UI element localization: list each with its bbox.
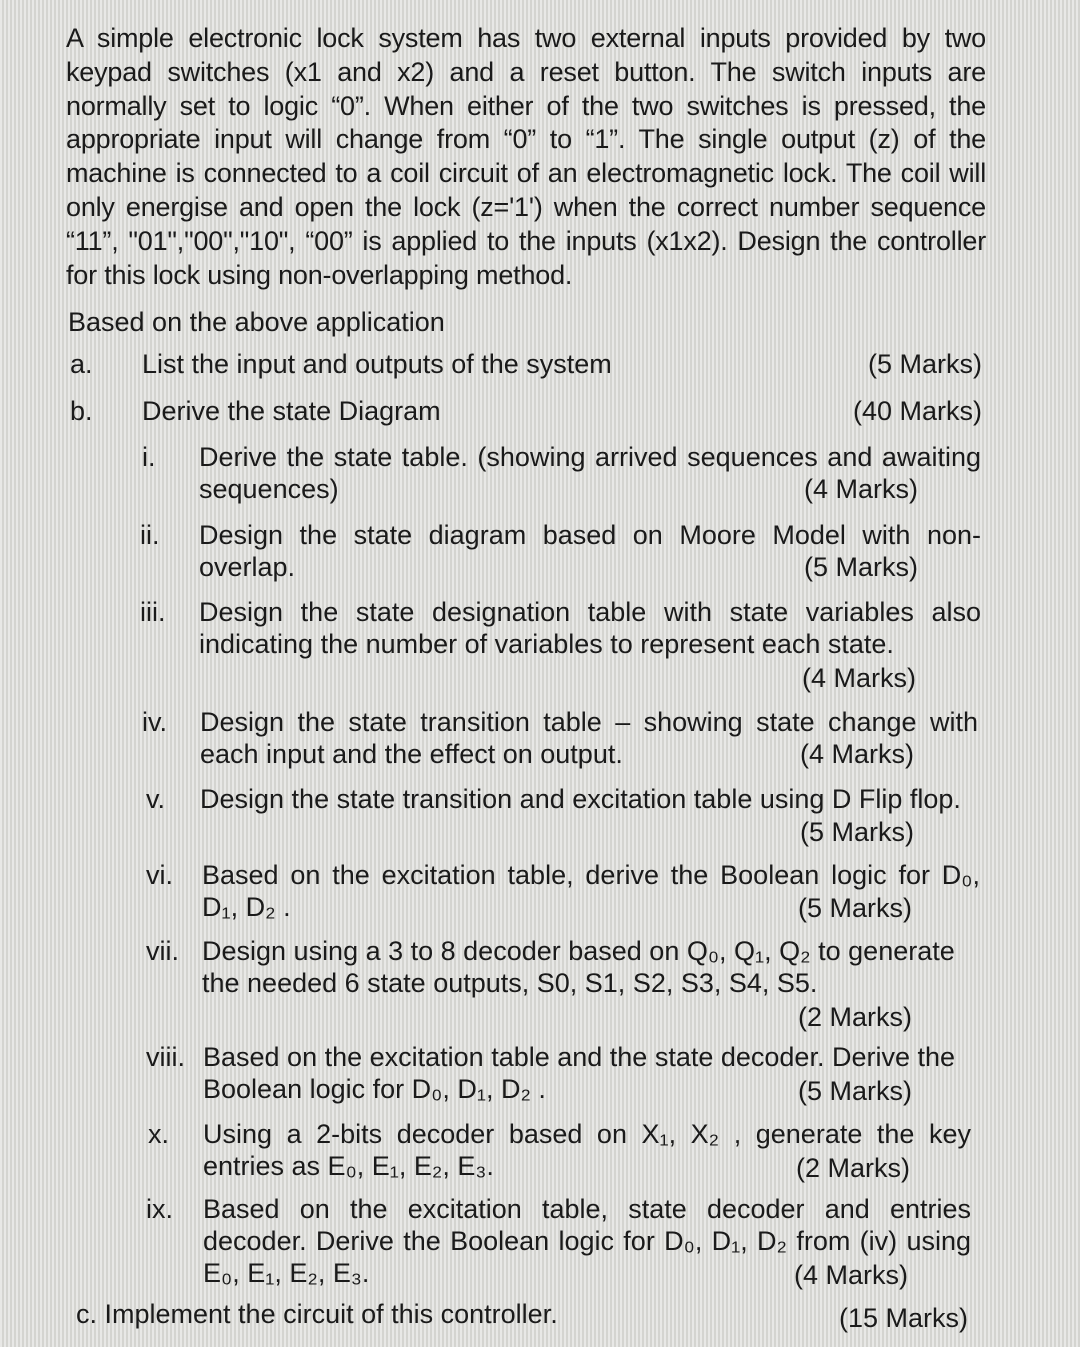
subquestion-iv-text: Design the state transition table – showing state change with each input and the effect on output. xyxy=(200,707,978,769)
question-c-text: c. Implement the circuit of this controller. xyxy=(76,1299,558,1329)
subquestion-v-text: Design the state transition and excitation table using D Flip flop. xyxy=(200,784,961,814)
based-on-heading: Based on the above application xyxy=(68,307,445,337)
subquestion-ii-label: ii. xyxy=(140,520,160,550)
question-c xyxy=(0,1298,1080,1334)
subquestion-vii-text: Design using a 3 to 8 decoder based on Q₀, Q₁, Q₂ to generate the needed 6 state outputs, S0, S1, S2, S3, S4, S5. xyxy=(202,936,955,998)
subquestion-vii xyxy=(0,935,1080,1035)
subquestion-i-marks: (4 Marks) xyxy=(804,474,918,504)
question-a xyxy=(0,348,1080,382)
subquestion-x xyxy=(0,1118,1080,1184)
subquestion-x-label: x. xyxy=(148,1119,170,1149)
subquestion-ix-marks: (4 Marks) xyxy=(794,1260,908,1290)
question-a-marks: (5 Marks) xyxy=(868,349,982,379)
subquestion-iii-marks: (4 Marks) xyxy=(802,663,916,693)
subquestion-i-text: Derive the state table. (showing arrived sequences and awaiting sequences) xyxy=(199,442,981,504)
subquestion-ii-text: Design the state diagram based on Moore Model with non-overlap. xyxy=(199,520,981,582)
subquestion-vii-marks: (2 Marks) xyxy=(798,1002,912,1032)
subquestion-ix-text: Based on the excitation table, state decoder and entries decoder. Derive the Boolean logic for D₀, D₁, D₂ from (iv) using E₀, E₁, E₂, E₃. xyxy=(203,1194,971,1288)
subquestion-x-marks: (2 Marks) xyxy=(796,1153,910,1183)
subquestion-ix-label: ix. xyxy=(146,1194,173,1224)
subquestion-viii-text: Based on the excitation table and the state decoder. Derive the Boolean logic for D₀, D₁, D₂ . xyxy=(203,1042,956,1104)
subquestion-iv xyxy=(0,706,1080,772)
subquestion-ii xyxy=(0,519,1080,585)
subquestion-viii xyxy=(0,1041,1080,1107)
subquestion-vi-label: vi. xyxy=(146,860,173,890)
subquestion-vii-label: vii. xyxy=(146,936,179,966)
question-c-marks: (15 Marks) xyxy=(838,1303,968,1333)
question-b xyxy=(0,395,1080,429)
problem-statement: A simple electronic lock system has two external inputs provided by two keypad switches (x1 and x2) and a reset button. The switch inputs are normally set to logic “0”. When either of the two switches is pressed, the appropriate input will change from “0” to “1”. The single output (z) of the machine is connected to a coil circuit of an electromagnetic lock. The coil will only energise and open the lock (z='1') when the correct number sequence “11”, "01","00","10", “00” is applied to the inputs (x1x2). Design the controller for this lock using non-overlapping method. xyxy=(66,23,986,290)
subquestion-i xyxy=(0,441,1080,507)
question-b-label: b. xyxy=(70,396,93,426)
subquestion-iii xyxy=(0,596,1080,696)
subquestion-iii-label: iii. xyxy=(140,597,166,627)
subquestion-v-label: v. xyxy=(146,784,165,814)
subquestion-viii-label: viii. xyxy=(146,1042,185,1072)
subquestion-ii-marks: (5 Marks) xyxy=(804,552,918,582)
subquestion-iv-label: iv. xyxy=(142,707,167,737)
subquestion-vi-marks: (5 Marks) xyxy=(798,893,912,923)
subquestion-vi-text: Based on the excitation table, derive the Boolean logic for D₀, D₁, D₂ . xyxy=(202,860,980,922)
subquestion-v-marks: (5 Marks) xyxy=(800,817,914,847)
subquestion-iv-marks: (4 Marks) xyxy=(800,739,914,769)
subquestion-viii-marks: (5 Marks) xyxy=(798,1076,912,1106)
subquestion-ix xyxy=(0,1193,1080,1293)
question-b-marks: (40 Marks) xyxy=(852,396,982,426)
question-a-label: a. xyxy=(70,349,93,379)
subquestion-i-label: i. xyxy=(142,442,156,472)
question-a-text: List the input and outputs of the system xyxy=(142,349,612,379)
subquestion-x-text: Using a 2-bits decoder based on X₁, X₂ , generate the key entries as E₀, E₁, E₂, E₃. xyxy=(203,1119,971,1181)
subquestion-vi xyxy=(0,859,1080,925)
subquestion-iii-text: Design the state designation table with state variables also indicating the number of variables to represent each state. xyxy=(199,597,981,659)
subquestion-v xyxy=(0,783,1080,849)
question-b-text: Derive the state Diagram xyxy=(142,396,441,426)
